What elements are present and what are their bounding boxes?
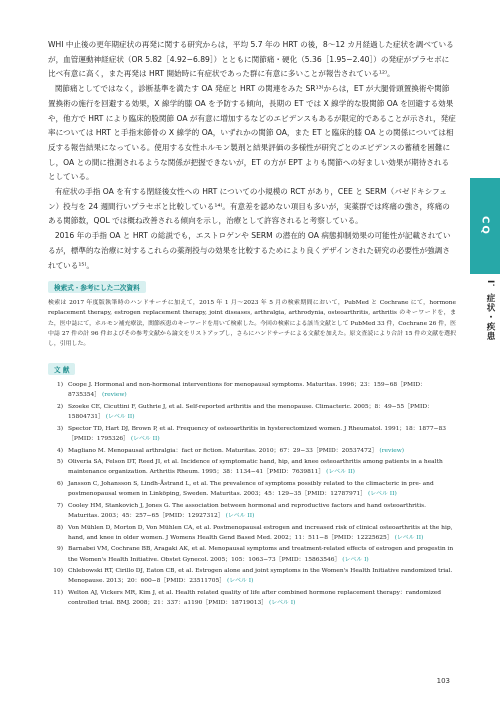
evidence-level-label: (レベル II) <box>367 491 397 498</box>
reference-item <box>48 566 456 586</box>
body-paragraph-1: WHI 中止後の更年期症状の再発に関する研究からは，平均 5.7 年の HRT の後，8〜12 カ月経過した症状を調べているが，血管運動神経症状（OR 5.82［4.92−6.89］）とともに関節痛・硬化（5.36［1.95−2.40］）の発症がプラセボに比べ有意に高く，また再発は HRT 開始時に有症状であった群に有意に多いことが報告されている¹²⁾。 <box>48 40 454 79</box>
reference-text: Chlebowski RT, Cirillo DJ, Eaton CB, et al. Estrogen alone and joint symptoms in the Women's Health Initiative randomized trial. Menopause. 2013；20：600−8［PMID：23511705］ <box>68 568 453 585</box>
evidence-level-label: (レベル II) <box>225 512 255 519</box>
reference-text: Coope J. Hormonal and non-hormonal interventions for menopausal symptoms. Maturitas. 1996；23：159−68［PMID：8735354］ <box>68 382 426 399</box>
reference-number: 9) <box>56 546 63 553</box>
reference-text: Magliano M. Menopausal arthralgia：fact or fiction. Maturitas. 2010；67：29−33［PMID：20537472］ <box>68 447 378 454</box>
evidence-level-label: (レベル II) <box>326 469 355 476</box>
page-number: 103 <box>436 677 450 685</box>
reference-text: Oliveria SA, Felson DT, Reed JI, et al. Incidence of symptomatic hand, hip, and knee osteoarthritis among patients in a health maintenance organization. Arthritis Rheum. 1995；38：1134−41［PMID：7639811］ <box>68 459 443 476</box>
reference-text: Barnabei VM, Cochrane BB, Aragaki AK, et al. Menopausal symptoms and treatment-related effects of estrogen and progestin in the Women's Health Initiative. Obstet Gynecol. 2005；105：1063−73［PMID：15863546］ <box>68 546 454 563</box>
reference-number: 8) <box>56 524 63 531</box>
reference-text: Von Mühlen D, Morton D, Von Mühlen CA, et al. Postmenopausal estrogen and increased risk of clinical osteoarthritis at the hip, hand, and knee in older women. J Womens Health Gend Based Med. 2002；11：511−8［PMID：12225625］ <box>68 524 453 541</box>
evidence-level-label: (レベル I) <box>226 578 254 585</box>
body-paragraph-4: 2016 年の手指 OA と HRT の総説でも，エストロゲンや SERM の潜在的 OA 病態抑制効果の可能性が記載されているが，標準的な治療に対するこれらの薬剤投与の効果を比較するためにより良くデザインされた研究の必要性が強調されている¹⁵⁾。 <box>48 231 451 270</box>
reference-number: 11) <box>53 589 63 596</box>
reference-item <box>48 424 456 444</box>
evidence-level-label: (review) <box>379 447 405 454</box>
reference-text: Szoeke CE, Cicuttini F, Guthrie J, et al. Self-reported arthritis and the menopause. Climacteric. 2005；8：49−55［PMID：15804731］ <box>68 404 433 421</box>
evidence-level-label: (レベル II) <box>394 534 424 541</box>
body-paragraph-2: 関節痛としてではなく，診断基準を満たす OA 発症と HRT の関連をみた SR¹³⁾からは，ET が大腿骨頭置換術や関節置換術の施行を回避する効果，X 線学的膝 OA を予防する傾向，長期の ET では X 線学的な股関節 OA を回避する効果や，他方で HRT により臨床的股関節 OA が有意に増加するなどのエビデンスもあるが限定的であることが示され，発症率については HRT と手指末節骨の X 線学的 OA，いずれかの関節 OA，また ET と臨床的膝 OA との関係については相反する報告結果になっている。使用する女性ホルモン製剤と結果評価の多様性が研究ごとのエビデンスの蓄積を困難にし，OA との間に推測されるような関係が把握できないが，ET の方が EPT よりも関節への好ましい効果が期待されるとしている。 <box>48 84 456 182</box>
evidence-level-label: (レベル II) <box>130 435 160 442</box>
reference-text: Welton AJ, Vickers MR, Kim J, et al. Health related quality of life after combined hormone replacement therapy：randomized controlled trial. BMJ. 2008；21：337：a1190［PMID：18719013］ <box>68 589 442 607</box>
reference-text: Cooley HM, Stankovich J, Jones G. The association between hormonal and reproductive factors and hand osteoarthritis. Maturitas. 2003；45：257−65［PMID：12927312］ <box>68 502 426 519</box>
main-content <box>48 38 456 610</box>
references-heading: 文 献 <box>48 363 75 375</box>
reference-item <box>48 501 456 521</box>
reference-item <box>48 523 456 543</box>
evidence-level-label: (レベル II) <box>105 414 135 421</box>
search-method-text: 検索は 2017 年度版執筆時のハンドサーチに加えて，2015 年 1 月〜2023 年 5 月の検索期間において，PubMed と Cochrane にて，hormone replacement therapy, estrogen replacement therapy, joint diseases, arthralgia, arthrodynia, osteoarthritis, arthritis のキーワードを，また，医中誌にて，ホルモン補充療法，関節疾患のキーワードを用いて検索した。今回の検索による該当文献として PubMed 33 件，Cochrane 26 件，医中誌 27 件の計 96 件およびその参考文献から論文をリストアップし，さらにハンドサーチによる文献を加えた。原文査読により合計 15 件の文献を選択し，引用した。 <box>48 300 456 348</box>
reference-number: 6) <box>56 481 63 488</box>
reference-text: Jansson C, Johansson S, Lindh-Åstrand L, et al. The prevalence of symptoms possibly related to the climacteric in pre- and postmenopausal women in Linköping, Sweden. Maturitas. 2003；45：129−35［PMID：12787971］ <box>68 481 434 498</box>
reference-list <box>48 380 456 608</box>
reference-number: 5) <box>56 459 63 466</box>
reference-item <box>48 380 456 400</box>
cq-side-tab-label: CQ <box>479 216 491 236</box>
reference-item <box>48 446 456 456</box>
evidence-level-label: (review) <box>102 392 127 399</box>
chapter-label: I．症状・疾患 <box>485 280 495 342</box>
evidence-level-label: (レベル I) <box>342 556 369 563</box>
reference-number: 1) <box>56 382 63 389</box>
body-paragraph-3: 有症状の手指 OA を有する閉経後女性への HRT についての小規模の RCT があり，CEE と SERM（バゼドキシフェン）投与を 24 週間行いプラセボと比較している¹⁴⁾。有意差を認めない項目も多いが，実薬群では疼痛の強さ，疼痛のある関節数，QOL では概ね改善される傾向を示し，治療として許容されると考察している。 <box>48 187 450 226</box>
reference-item <box>48 588 456 608</box>
cq-side-tab <box>470 178 500 274</box>
reference-number: 7) <box>56 502 63 509</box>
reference-number: 2) <box>56 404 63 411</box>
reference-item <box>48 479 456 499</box>
reference-number: 3) <box>56 425 63 432</box>
reference-number: 4) <box>56 447 63 454</box>
search-section-heading: 検索式・参考にした二次資料 <box>48 281 146 293</box>
reference-number: 10) <box>53 568 63 575</box>
reference-text: Spector TD, Hart DJ, Brown P, et al. Frequency of osteoarthritis in hysterectomized women. J Rheumatol. 1991；18：1877−83［PMID：1795326］ <box>68 425 447 442</box>
reference-item <box>48 402 456 422</box>
evidence-level-label: (レベル I) <box>268 600 296 607</box>
reference-item <box>48 457 456 477</box>
reference-item <box>48 544 456 564</box>
